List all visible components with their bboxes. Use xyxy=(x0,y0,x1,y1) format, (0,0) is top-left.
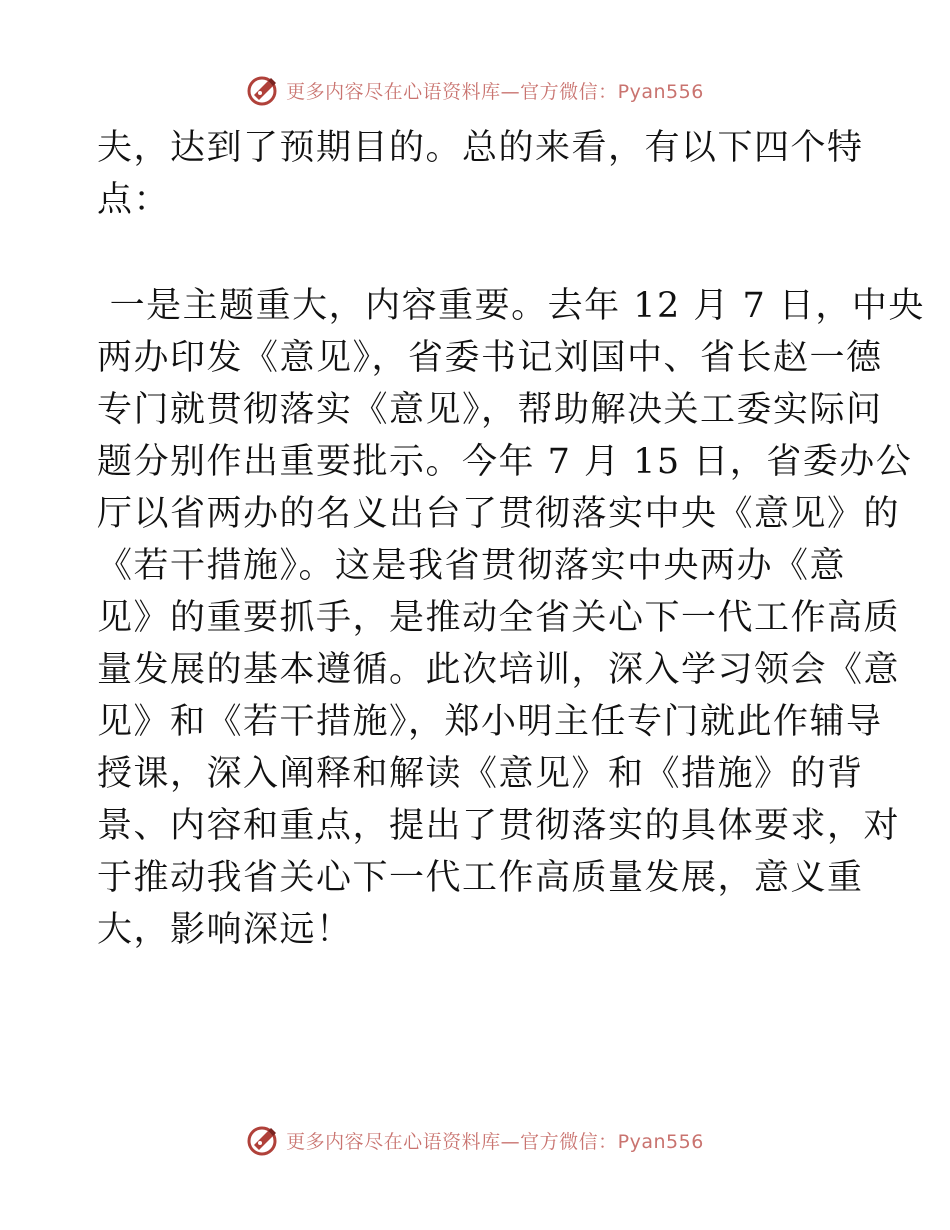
text-line: 点： xyxy=(97,180,171,220)
text-line: 《若干措施》。这是我省贯彻落实中央两办《意 xyxy=(97,546,847,586)
text-line: 于推动我省关心下一代工作高质量发展，意义重 xyxy=(97,858,864,898)
text-line: 量发展的基本遵循。此次培训，深入学习领会《意 xyxy=(97,650,901,690)
footer-banner-text: 更多内容尽在心语资料库—官方微信：Pyan556 xyxy=(286,1130,704,1153)
text-line: 专门就贯彻落实《意见》，帮助解决关工委实际问 xyxy=(97,390,883,430)
document-body xyxy=(97,122,925,956)
paragraph-gap xyxy=(97,226,857,280)
text-line: 见》的重要抓手，是推动全省关心下一代工作高质 xyxy=(97,598,901,638)
text-line: 两办印发《意见》，省委书记刘国中、省长赵一德 xyxy=(97,338,883,378)
text-line: 见》和《若干措施》，郑小明主任专门就此作辅导 xyxy=(97,702,883,742)
text-line: 大，影响深远！ xyxy=(97,910,353,950)
text-line: 一是主题重大，内容重要。去年 12 月 7 日，中央 xyxy=(97,286,925,326)
header-banner-text: 更多内容尽在心语资料库—官方微信：Pyan556 xyxy=(286,80,704,103)
paragraph-1 xyxy=(97,122,864,226)
header-banner xyxy=(0,70,950,110)
paragraph-2 xyxy=(97,280,925,956)
text-line: 题分别作出重要批示。今年 7 月 15 日，省委办公 xyxy=(97,442,913,482)
pen-logo-icon xyxy=(246,73,280,107)
text-line: 厅以省两办的名义出台了贯彻落实中央《意见》的 xyxy=(97,494,901,534)
text-line: 景、内容和重点，提出了贯彻落实的具体要求，对 xyxy=(97,806,901,846)
text-line: 授课，深入阐释和解读《意见》和《措施》的背 xyxy=(97,754,864,794)
text-line: 夫，达到了预期目的。总的来看，有以下四个特 xyxy=(97,128,864,168)
footer-banner xyxy=(0,1120,950,1160)
pen-logo-icon xyxy=(246,1123,280,1157)
